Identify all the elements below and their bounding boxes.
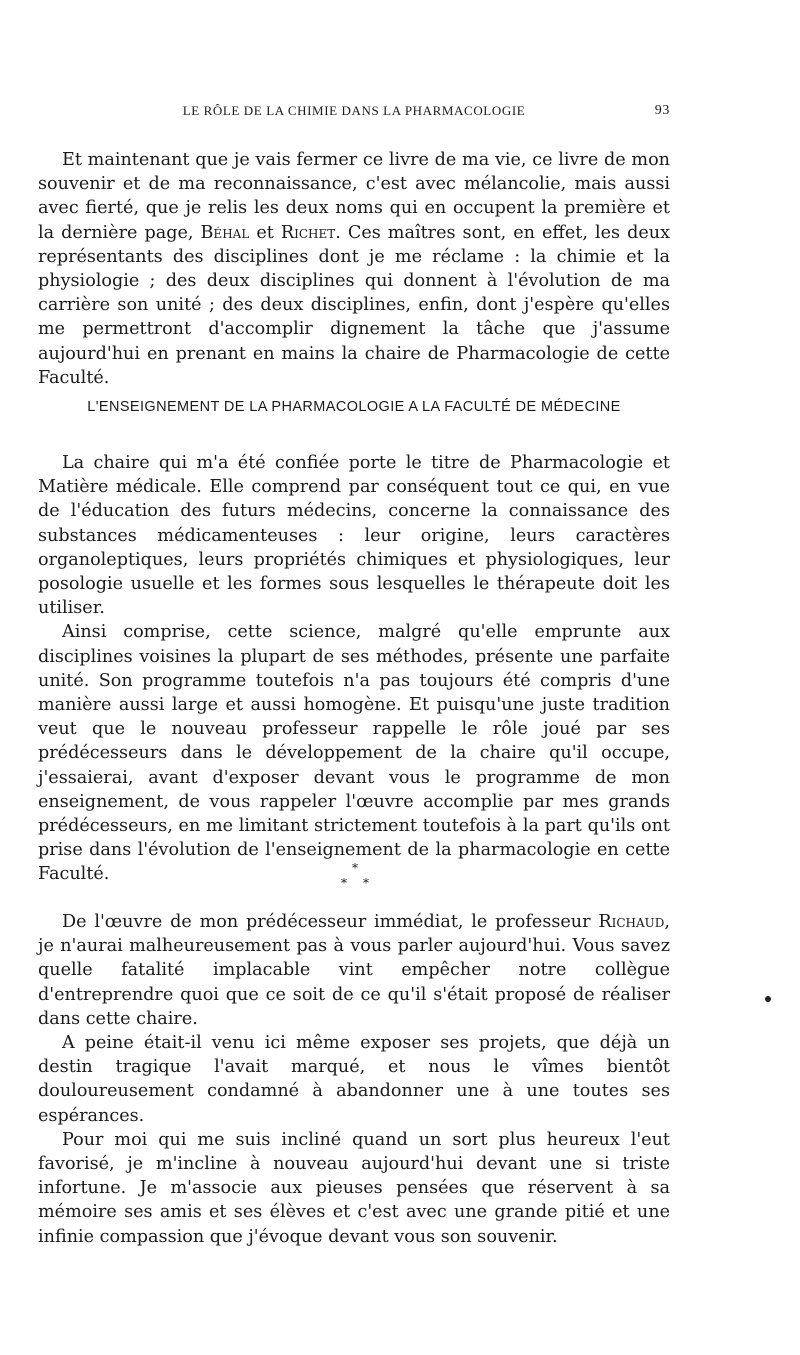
section-heading: L'ENSEIGNEMENT DE LA PHARMACOLOGIE A LA FACULTÉ DE MÉDECINE — [87, 399, 621, 415]
paragraph — [38, 910, 670, 1031]
author-name: Richet — [280, 222, 336, 243]
svg-text:*: * — [363, 876, 369, 890]
paragraph-text: et — [249, 222, 281, 243]
svg-text:*: * — [352, 861, 358, 875]
paragraph-text: , je n'aurai malheureusement pas à vous parler aujourd'hui. Vous savez quelle fatalité implacable vint empêcher notre collègue d'entreprendre quoi que ce soit de ce qu'il s'était proposé de réaliser dans cette chaire. — [38, 912, 670, 1029]
asterism-ornament — [300, 860, 410, 892]
page-number: 93 — [654, 103, 670, 118]
paragraph-text: De l'œuvre de mon prédécesseur immédiat, le professeur — [62, 912, 599, 932]
svg-text:*: * — [341, 876, 347, 890]
author-name: Richaud — [598, 912, 665, 932]
paragraph-text: Et maintenant que je vais fermer ce livre de ma vie, ce livre de mon souvenir et de ma reconnaissance, c'est avec mélancolie, mais aussi avec fierté, que je relis les deux noms qui en occupent la première et la dernière page, — [38, 150, 670, 243]
intro-text — [38, 148, 670, 390]
author-name: Béhal — [200, 222, 250, 243]
paragraph — [38, 148, 670, 390]
paragraph: A peine était-il venu ici même exposer ses projets, que déjà un destin tragique l'avait marqué, et nous le vîmes bientôt douloureusement condamné à abandonner une à une toutes ses espérances. — [38, 1033, 670, 1126]
margin-mark — [765, 996, 771, 1002]
section-text — [38, 451, 670, 887]
paragraph: Ainsi comprise, cette science, malgré qu'elle emprunte aux disciplines voisines la plupart de ses méthodes, présente une parfaite unité. Son programme toutefois n'a pas toujours été compris d'une manière aussi large et aussi homogène. Et puisqu'une juste tradition veut que le nouveau professeur rappelle le rôle joué par ses prédécesseurs dans le développement de la chaire qu'il occupe, j'essaierai, avant d'exposer devant vous le programme de mon enseignement, de vous rappeler l'œuvre accomplie par mes grands prédécesseurs, en me limitant strictement toutefois à la part qu'ils ont prise dans l'évolution de l'enseignement de la pharmacologie en cette Faculté. — [38, 622, 670, 885]
paragraph-text: . Ces maîtres sont, en effet, les deux représentants des disciplines dont je me réclame : la chimie et la physiologie ; des deux disciplines qui donnent à l'évolution de ma carrière son unité ; des deux disciplines, enfin, dont j'espère qu'elles me permettront d'accomplir dignement la tâche que j'assume aujourd'hui en prenant en mains la chaire de Pharmacologie de cette Faculté. — [38, 222, 670, 388]
paragraph: Pour moi qui me suis incliné quand un sort plus heureux l'eut favorisé, je m'incline à nouveau aujourd'hui devant une si triste infortune. Je m'associe aux pieuses pensées que réservent à sa mémoire ses amis et ses élèves et c'est avec une grande pitié et une infinie compassion que j'évoque devant vous son souvenir. — [38, 1129, 670, 1247]
running-title: LE RÔLE DE LA CHIMIE DANS LA PHARMACOLOGIE — [182, 103, 526, 118]
page-header — [38, 103, 670, 125]
tribute-text — [38, 910, 670, 1249]
paragraph: La chaire qui m'a été confiée porte le titre de Pharmacologie et Matière médicale. Elle comprend par conséquent tout ce qui, en vue de l'éducation des futurs médecins, concerne la connaissance des substances médicamenteuses : leur origine, leurs caractères organoleptiques, leurs propriétés chimiques et physiologiques, leur posologie usuelle et les formes sous lesquelles le thérapeute doit les utiliser. — [38, 453, 670, 619]
